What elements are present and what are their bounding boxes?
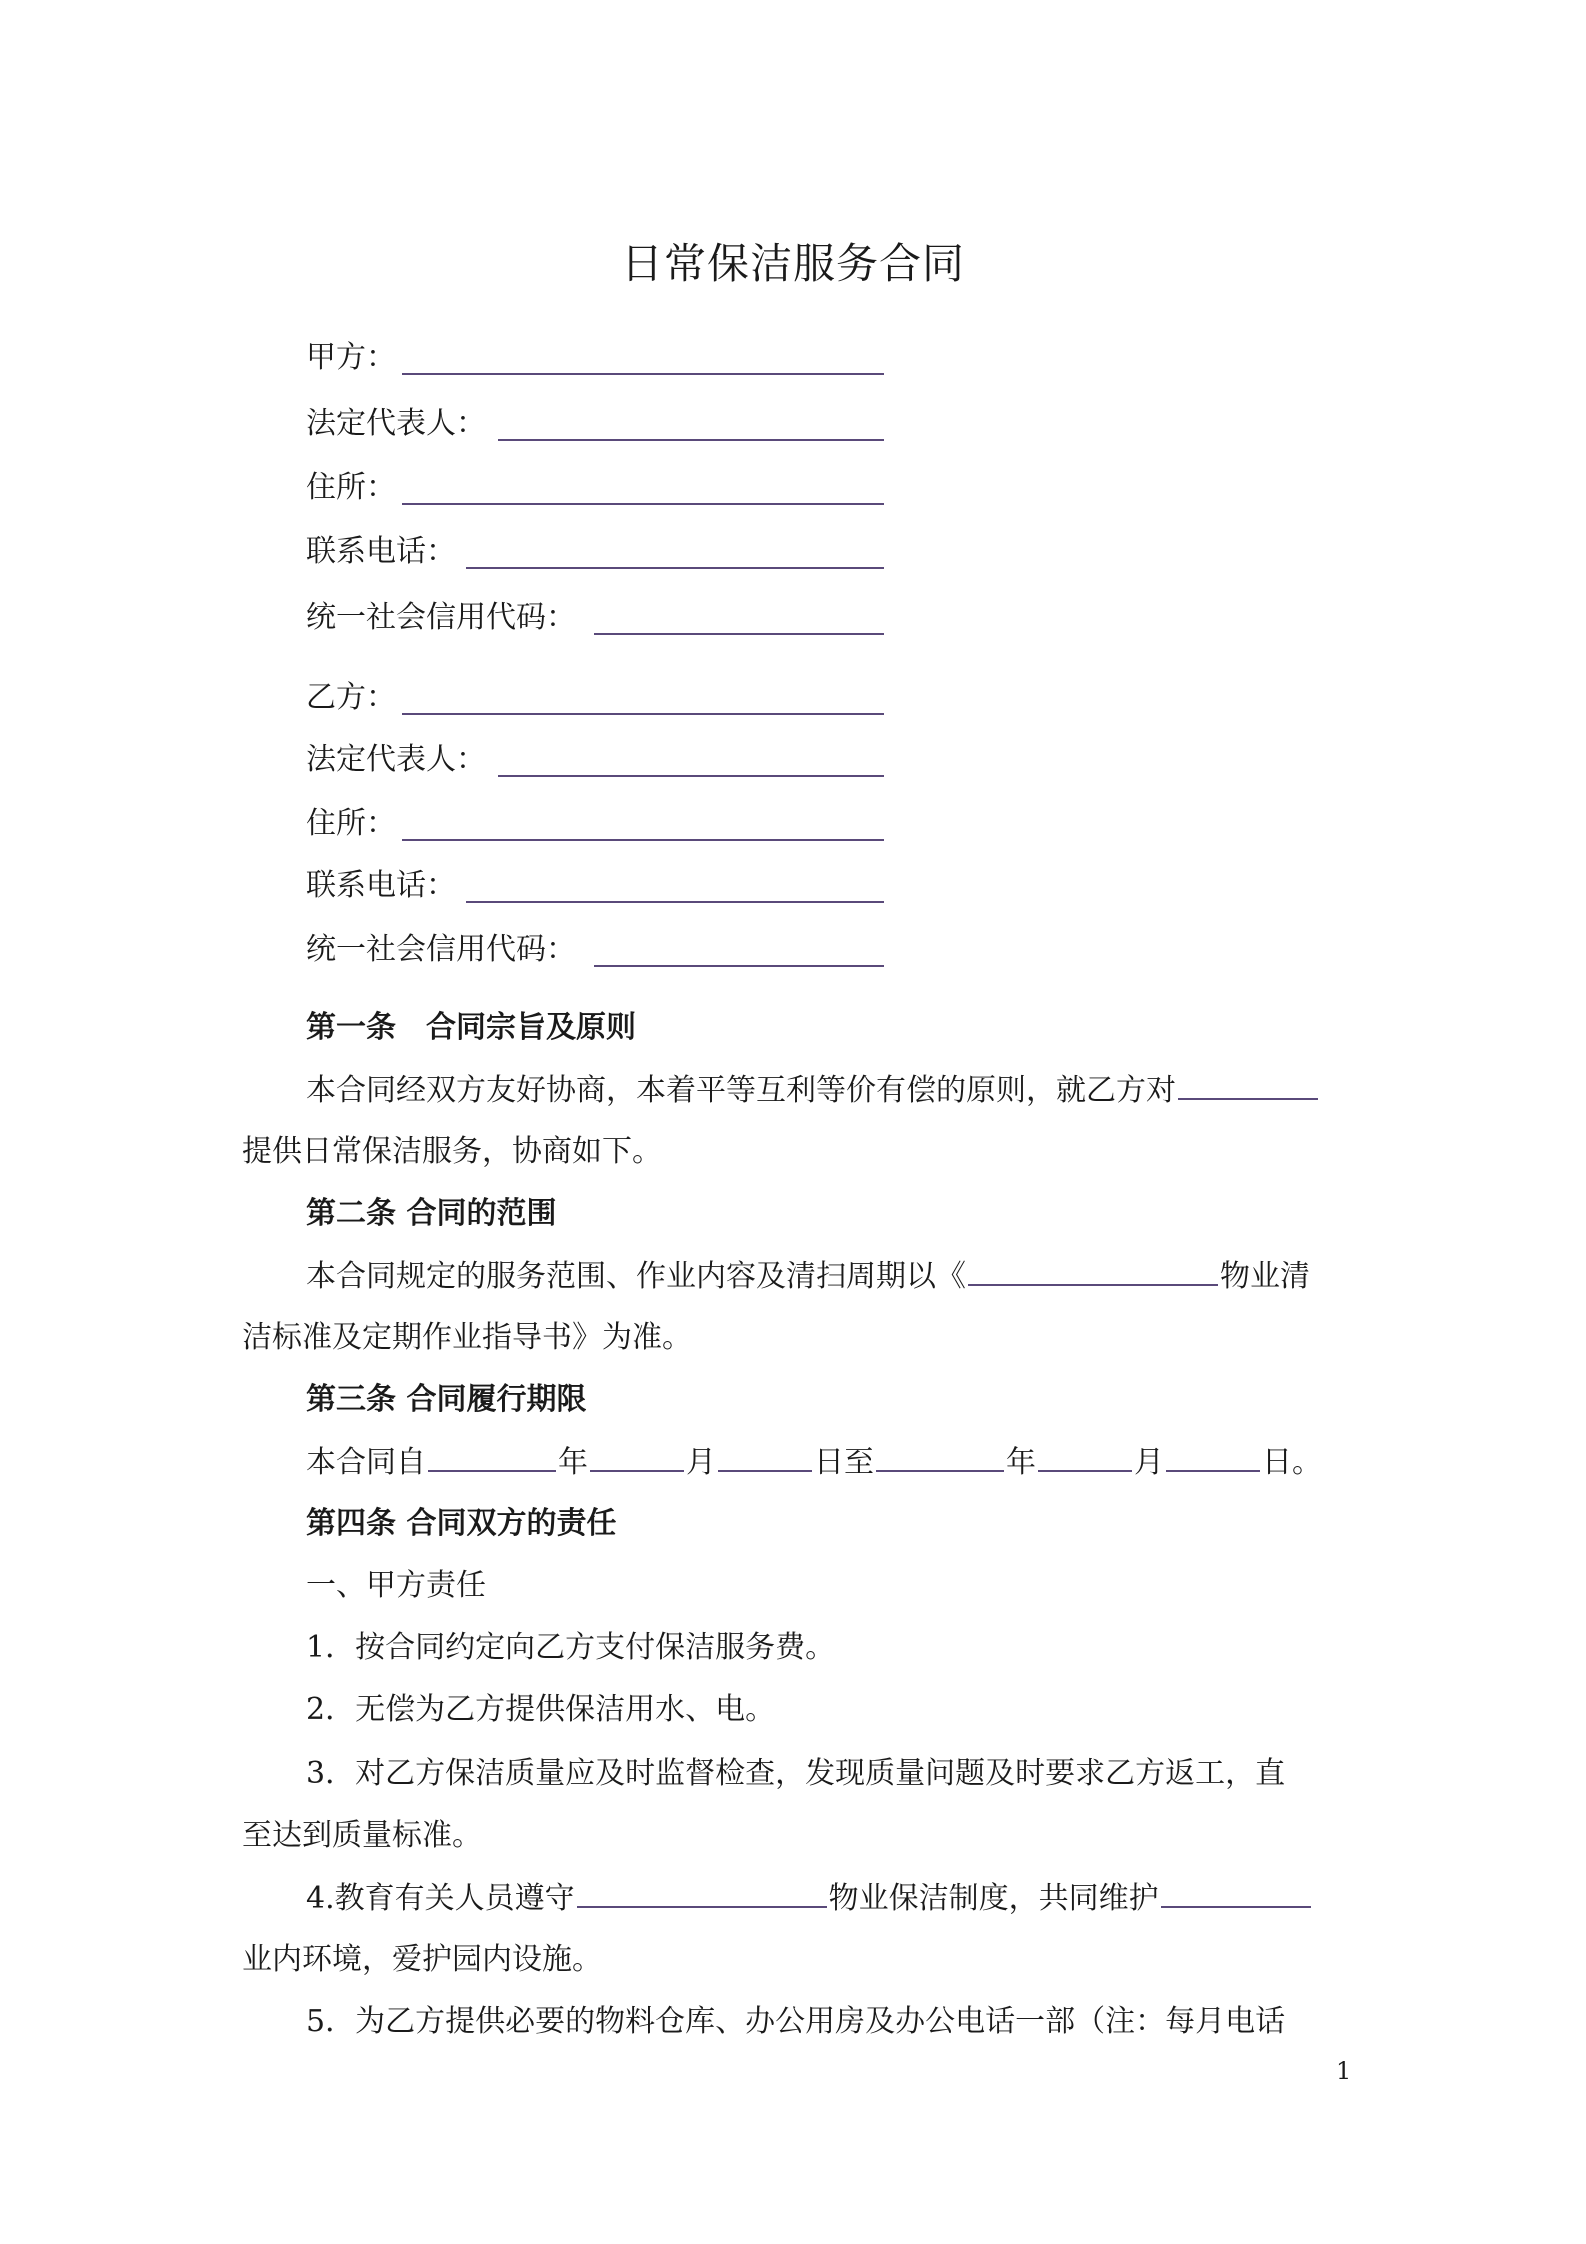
page-number: 1 [1336, 2057, 1352, 2085]
party-b-credit-code-label: 统一社会信用代码： [306, 932, 576, 967]
article-2-text-1b: 物业清 [1220, 1259, 1310, 1294]
article-1-text-1: 本合同经双方友好协商，本着平等互利等价有偿的原则，就乙方对 [306, 1073, 1176, 1108]
end-year-blank[interactable] [876, 1440, 1004, 1472]
item-4-blank-1[interactable] [577, 1876, 827, 1908]
article-4-item-5-line-1: 5．为乙方提供必要的物料仓库、办公用房及办公电话一部（注：每月电话 [306, 2004, 1286, 2039]
item-4-text-b: 物业保洁制度，共同维护 [828, 1881, 1159, 1916]
month-label: 月 [686, 1445, 716, 1480]
year-label: 年 [558, 1445, 588, 1480]
party-a-name-label: 甲方： [306, 340, 396, 375]
start-month-blank[interactable] [590, 1440, 684, 1472]
party-a-address-label: 住所： [306, 470, 396, 505]
end-day-blank[interactable] [1166, 1440, 1260, 1472]
article-3-term-line [306, 1440, 1322, 1485]
party-a-credit-code-field[interactable] [594, 633, 884, 635]
start-year-blank[interactable] [428, 1440, 556, 1472]
party-b-phone-label: 联系电话： [306, 868, 456, 903]
article-1-heading: 第一条 合同宗旨及原则 [306, 1010, 636, 1045]
day-end-label: 日。 [1262, 1445, 1322, 1480]
party-a-rep-label: 法定代表人： [306, 406, 486, 441]
article-4-sub-a: 一、甲方责任 [306, 1568, 486, 1603]
item-4-text-a: 4.教育有关人员遵守 [306, 1881, 575, 1916]
party-b-name-label: 乙方： [306, 680, 396, 715]
article-2-heading: 第二条 合同的范围 [306, 1196, 557, 1231]
article-2-text-1a: 本合同规定的服务范围、作业内容及清扫周期以《 [306, 1259, 966, 1294]
article-4-item-1: 1．按合同约定向乙方支付保洁服务费。 [306, 1630, 836, 1665]
party-a-phone-label: 联系电话： [306, 534, 456, 569]
day-to-label: 日至 [814, 1445, 874, 1480]
party-a-credit-code-label: 统一社会信用代码： [306, 600, 576, 635]
article-4-item-3-line-2: 至达到质量标准。 [242, 1818, 482, 1853]
year2-label: 年 [1006, 1445, 1036, 1480]
article-4-item-3-line-1: 3．对乙方保洁质量应及时监督检查，发现质量问题及时要求乙方返工，直 [306, 1756, 1286, 1791]
article-2-text-2: 洁标准及定期作业指导书》为准。 [242, 1320, 692, 1355]
party-b-credit-code-field[interactable] [594, 965, 884, 967]
article-1-text-2: 提供日常保洁服务，协商如下。 [242, 1134, 662, 1169]
article-1-blank[interactable] [1178, 1068, 1318, 1100]
party-a-rep-field[interactable] [498, 439, 884, 441]
article-4-item-4-line-1 [306, 1876, 1313, 1921]
party-b-name-field[interactable] [402, 713, 884, 715]
item-4-blank-2[interactable] [1161, 1876, 1311, 1908]
party-a-address-field[interactable] [402, 503, 884, 505]
term-start-text: 本合同自 [306, 1445, 426, 1480]
party-b-address-field[interactable] [402, 839, 884, 841]
article-2-blank[interactable] [968, 1254, 1218, 1286]
party-b-rep-field[interactable] [498, 775, 884, 777]
party-b-address-label: 住所： [306, 806, 396, 841]
month2-label: 月 [1134, 1445, 1164, 1480]
end-month-blank[interactable] [1038, 1440, 1132, 1472]
document-title: 日常保洁服务合同 [620, 239, 965, 288]
start-day-blank[interactable] [718, 1440, 812, 1472]
article-4-heading: 第四条 合同双方的责任 [306, 1506, 617, 1541]
party-b-phone-field[interactable] [466, 901, 884, 903]
article-3-heading: 第三条 合同履行期限 [306, 1382, 587, 1417]
party-a-name-field[interactable] [402, 373, 884, 375]
article-1-text-line-1 [306, 1068, 1320, 1113]
party-a-phone-field[interactable] [466, 567, 884, 569]
party-b-rep-label: 法定代表人： [306, 742, 486, 777]
article-4-item-2: 2．无偿为乙方提供保洁用水、电。 [306, 1692, 776, 1727]
article-4-item-4-line-2: 业内环境，爱护园内设施。 [242, 1942, 602, 1977]
article-2-text-line-1 [306, 1254, 1310, 1299]
